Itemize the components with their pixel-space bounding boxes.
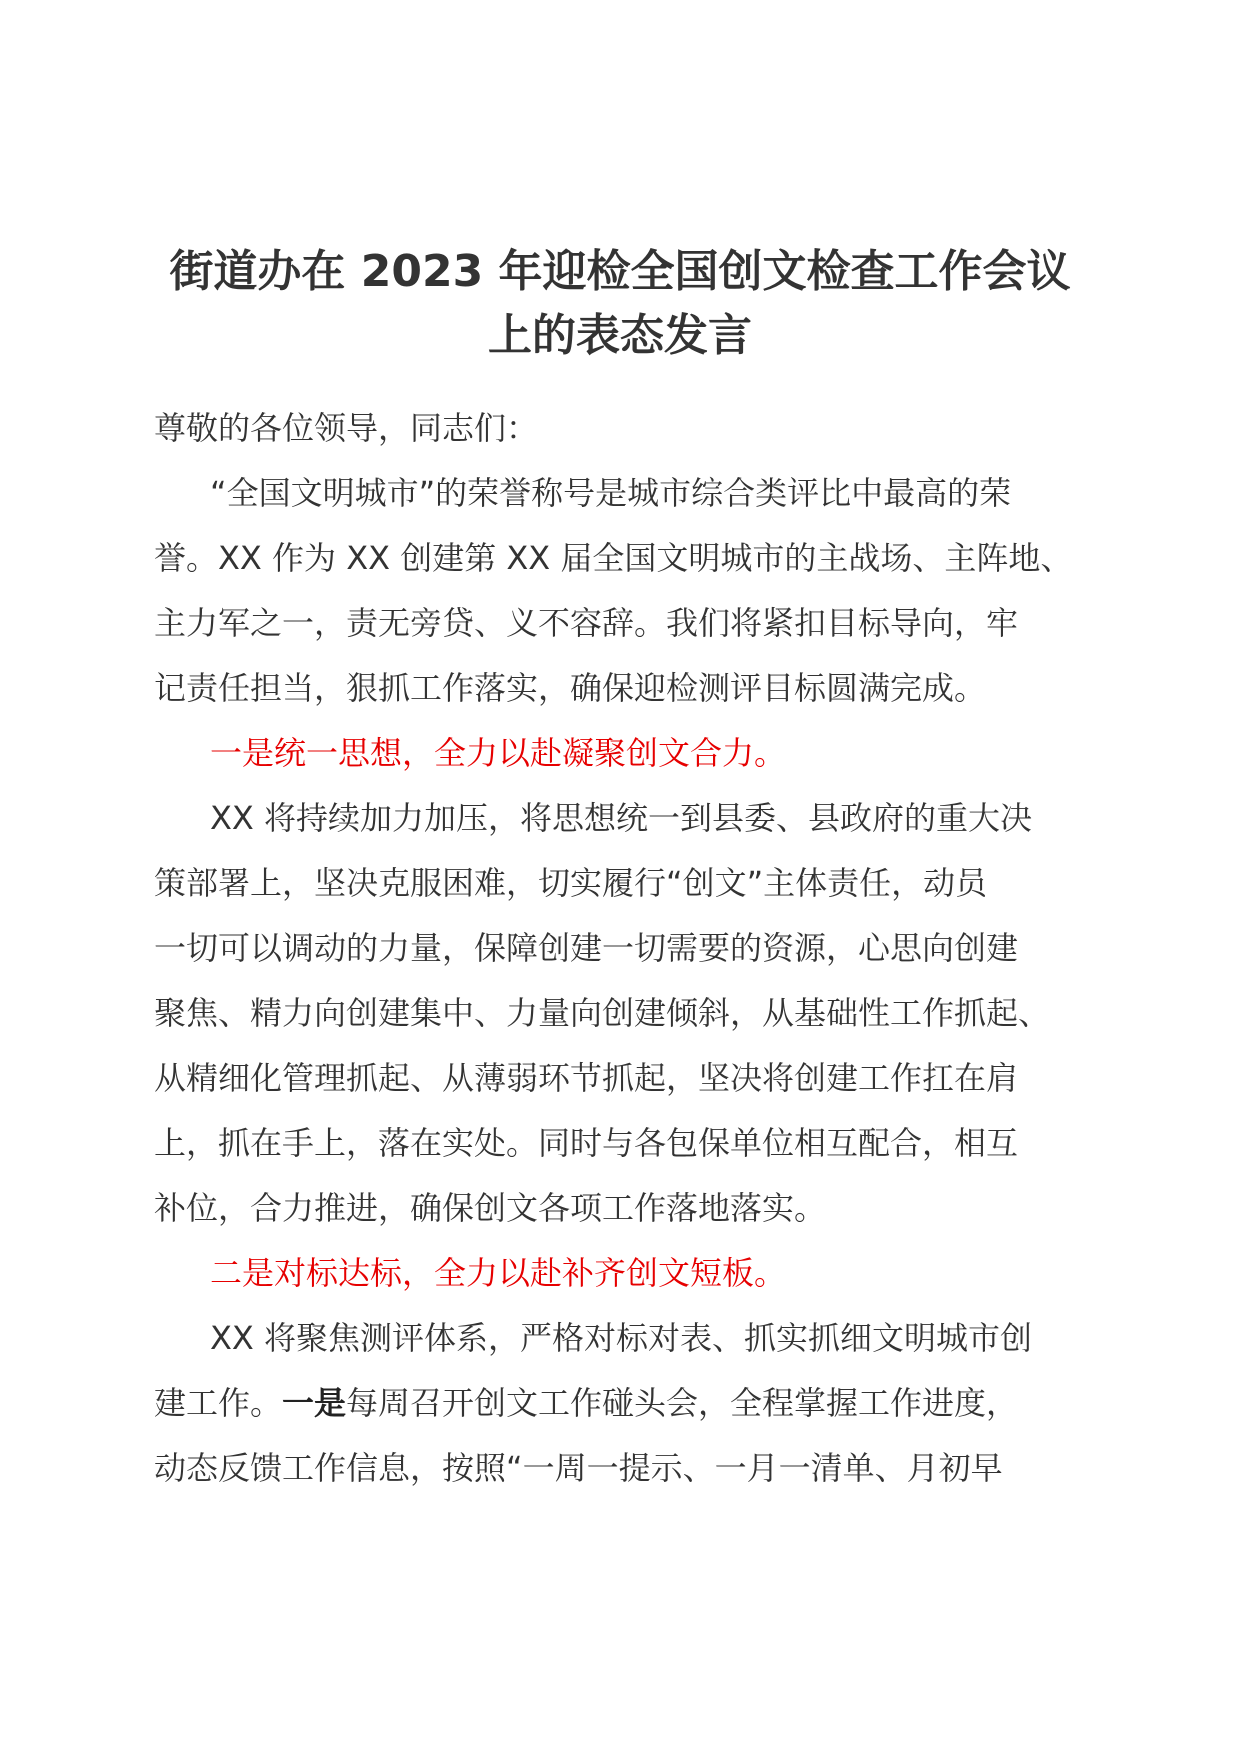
- section1-line-3: 一切可以调动的力量，保障创建一切需要的资源，心思向创建: [154, 929, 1019, 967]
- section2-line-2-prefix: 建工作。: [154, 1384, 283, 1422]
- section2-line-2-rest: 每周召开创文工作碰头会，全程掌握工作进度，: [346, 1384, 1019, 1422]
- section2-line-1: XX 将聚焦测评体系，严格对标对表、抓实抓细文明城市创: [210, 1319, 1033, 1357]
- section2-line-2-bold: 一是: [282, 1384, 347, 1422]
- section2-line-2: [154, 1371, 1094, 1436]
- section1-line-4: 聚焦、精力向创建集中、力量向创建倾斜，从基础性工作抓起、: [154, 994, 1051, 1032]
- section2-line-3: 动态反馈工作信息，按照“一周一提示、一月一清单、月初早: [154, 1449, 1003, 1487]
- section-heading-1: 一是统一思想，全力以赴凝聚创文合力。: [210, 734, 787, 772]
- section1-line-1: XX 将持续加力加压，将思想统一到县委、县政府的重大决: [210, 799, 1033, 837]
- salutation: 尊敬的各位领导，同志们：: [154, 409, 539, 447]
- intro-line-1: “全国文明城市”的荣誉称号是城市综合类评比中最高的荣: [210, 474, 1012, 512]
- title-line-1: 街道办在 2023 年迎检全国创文检查工作会议: [169, 246, 1071, 297]
- intro-line-2: 誉。XX 作为 XX 创建第 XX 届全国文明城市的主战场、主阵地、: [154, 539, 1073, 577]
- intro-line-3: 主力军之一，责无旁贷、义不容辞。我们将紧扣目标导向，牢: [154, 604, 1019, 642]
- section1-line-7: 补位，合力推进，确保创文各项工作落地落实。: [154, 1189, 827, 1227]
- section-heading-2: 二是对标达标，全力以赴补齐创文短板。: [210, 1254, 787, 1292]
- section1-line-6: 上，抓在手上，落在实处。同时与各包保单位相互配合，相互: [154, 1124, 1019, 1162]
- title-line-2: 上的表态发言: [488, 310, 752, 361]
- intro-line-4: 记责任担当，狠抓工作落实，确保迎检测评目标圆满完成。: [154, 669, 987, 707]
- section1-line-5: 从精细化管理抓起、从薄弱环节抓起，坚决将创建工作扛在肩: [154, 1059, 1019, 1097]
- section1-line-2: 策部署上，坚决克服困难，切实履行“创文”主体责任，动员: [154, 864, 988, 902]
- document-title: [140, 240, 1100, 368]
- document-body: [154, 396, 1094, 1501]
